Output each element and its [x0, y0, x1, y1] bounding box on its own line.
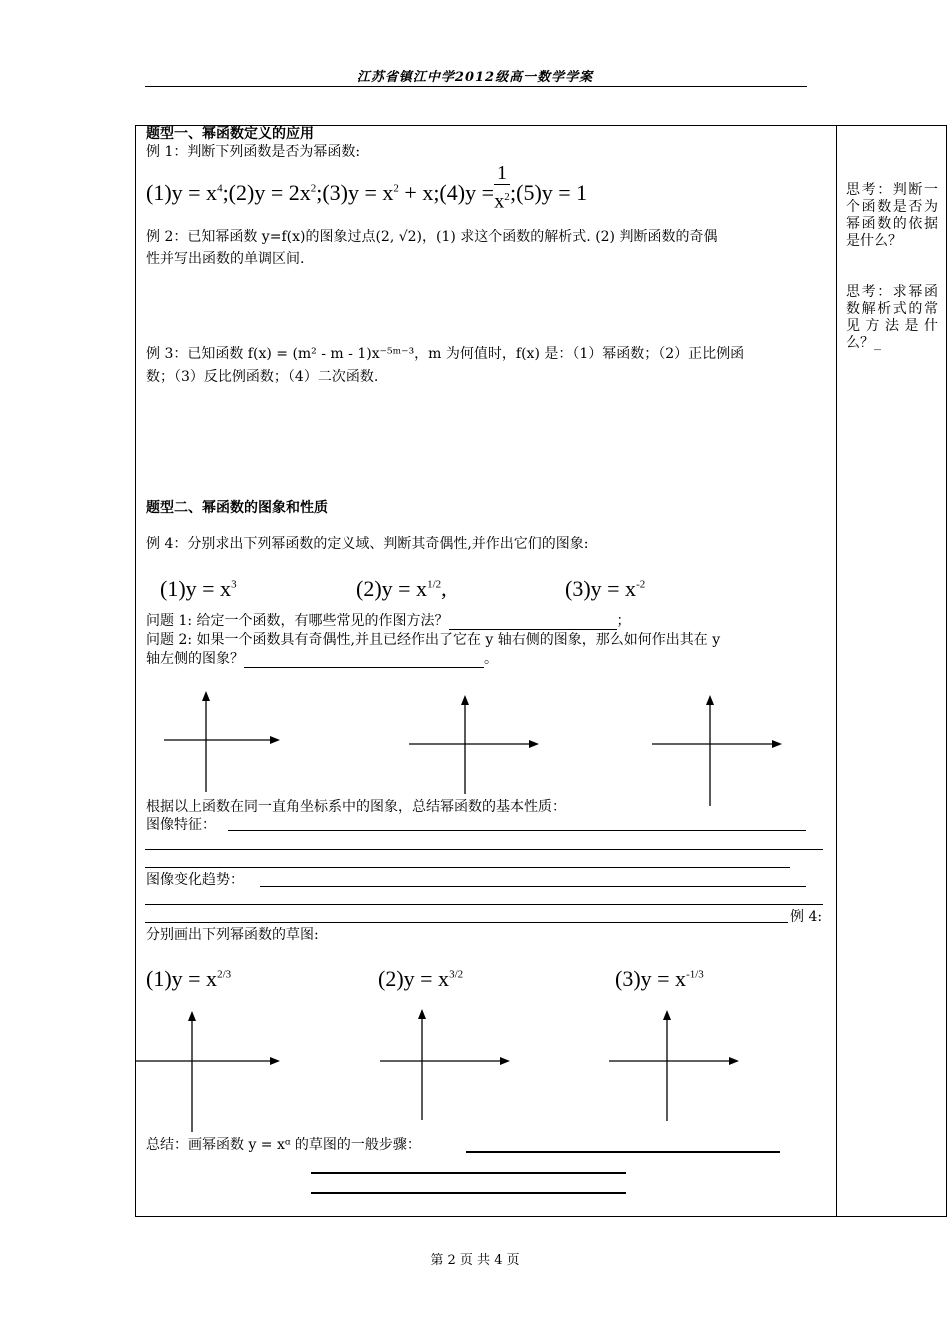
ex4b-label: 例 4:: [790, 909, 823, 925]
conclusion-answer-line[interactable]: [466, 1151, 780, 1153]
conclusion-answer-line[interactable]: [311, 1172, 626, 1174]
question-2-line1: 问题 2: 如果一个函数具有奇偶性,并且已经作出了它在 y 轴右侧的图象，那么如何作出其在 y: [146, 632, 721, 648]
feature-answer-line[interactable]: [145, 849, 823, 850]
axes-graph-3[interactable]: [650, 692, 790, 808]
trend-answer-line[interactable]: [260, 886, 806, 887]
question-1: 问题 1: 给定一个函数，有哪些常见的作图方法？ ；: [146, 613, 631, 629]
conclusion-answer-line[interactable]: [311, 1192, 626, 1194]
feature-answer-line[interactable]: [145, 867, 790, 868]
page-footer: 第 2 页 共 4 页: [430, 1253, 520, 1268]
ex4-function-1: $(1)y = x^3$: [160, 576, 237, 601]
axes-sketch-3[interactable]: [605, 1007, 745, 1123]
conclusion-text: 总结：画幂函数 y = xᵅ 的草图的一般步骤：: [146, 1137, 421, 1153]
sidebar-divider: [836, 125, 837, 1217]
ex3-line2: 数；（3）反比例函数；（4）二次函数.: [146, 369, 379, 385]
ex4b-function-1: $(1)y = x^{2/3}$: [146, 966, 232, 991]
axes-sketch-2[interactable]: [376, 1006, 516, 1122]
trend-answer-line[interactable]: [145, 922, 788, 923]
section1-heading: 题型一、幂函数定义的应用: [146, 126, 314, 142]
ex2-line1: 例 2：已知幂函数 y=f(x)的图象过点(2, √2)，(1) 求这个函数的解析式. (2) 判断函数的奇偶: [146, 229, 718, 245]
ex1-intro: 例 1：判断下列函数是否为幂函数:: [146, 144, 361, 160]
ex4-function-2: $(2)y = x^{1/2}$,: [356, 576, 447, 601]
ex4b-function-3: $(3)y = x^{-1/3}$: [615, 966, 704, 991]
feature-answer-line[interactable]: [228, 830, 806, 831]
trend-answer-line[interactable]: [145, 904, 823, 905]
question-2-line2: 轴左侧的图象？ 。: [146, 651, 498, 667]
ex4b-intro: 分别画出下列幂函数的草图:: [146, 927, 319, 943]
ex2-line2: 性并写出函数的单调区间.: [146, 251, 305, 267]
axes-graph-1[interactable]: [160, 688, 285, 794]
summary-text: 根据以上函数在同一直角坐标系中的图象，总结幂函数的基本性质：: [146, 799, 566, 815]
ex3-line1: 例 3：已知函数 f(x) = (m² - m - 1)x⁻⁵ᵐ⁻³，m 为何值时，f(x) 是：（1）幂函数；（2）正比例函: [146, 346, 745, 362]
think-note-1: 思考：判断一个函数是否为幂函数的依据是什么？: [846, 182, 938, 249]
ex4b-function-2: $(2)y = x^{3/2}$: [378, 966, 464, 991]
think-note-2: 思考：求幂函数解析式的常见方法是什么？_: [846, 284, 938, 351]
ex4-intro: 例 4：分别求出下列幂函数的定义域、判断其奇偶性,并作出它们的图象:: [146, 536, 589, 552]
axes-graph-2[interactable]: [405, 692, 545, 794]
trend-label: 图像变化趋势：: [146, 872, 244, 888]
axes-sketch-1[interactable]: [136, 1008, 286, 1134]
feature-label: 图像特征：: [146, 817, 216, 833]
ex4-function-3: $(3)y = x^{-2}$: [565, 576, 646, 601]
section2-heading: 题型二、幂函数的图象和性质: [146, 500, 328, 516]
ex1-formula: $(1)y = x^4;(2)y$ = $2x^2;(3)y = x^2$ + x;(4)y = $\frac{1}{x^2}$ ;(5)y = 1: [146, 162, 588, 213]
header-rule: [145, 86, 807, 87]
page-header-title: 江苏省镇江中学2012级高一数学学案: [356, 70, 594, 85]
